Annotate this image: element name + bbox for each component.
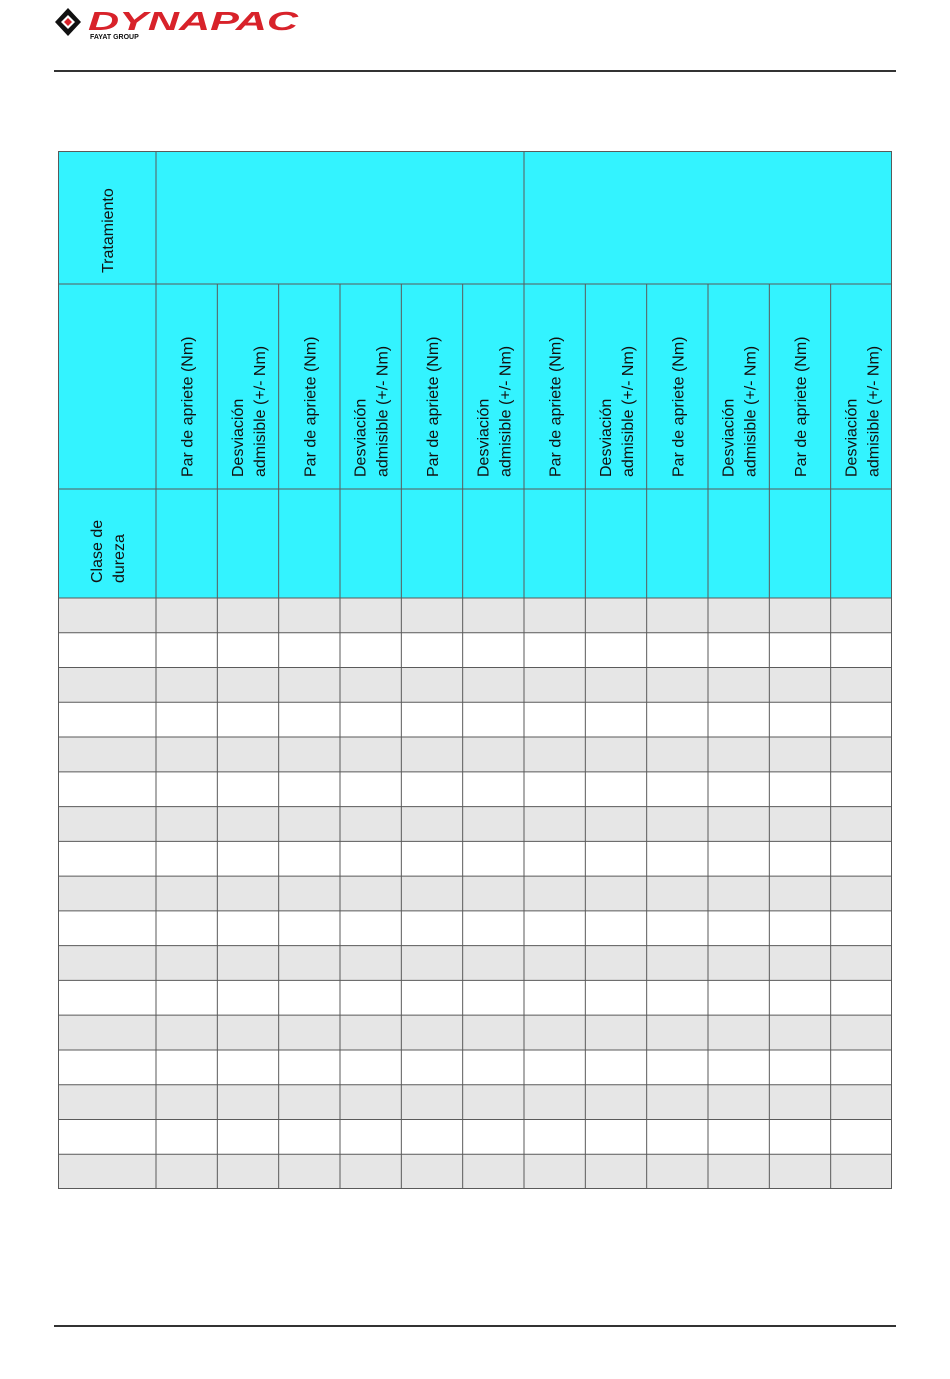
- table-row: [58, 980, 892, 1015]
- brand-tagline: FAYAT GROUP: [90, 34, 139, 41]
- table-row: [58, 598, 892, 633]
- column-header-deviation: Desviación: [598, 398, 615, 477]
- table-row: [58, 1015, 892, 1050]
- treatment-label: Tratamiento: [100, 188, 117, 273]
- table-row: [58, 668, 892, 703]
- dynapac-logo: [54, 6, 314, 42]
- column-header-deviation: admisible (+/- Nm): [742, 345, 760, 477]
- table-row: [58, 1050, 892, 1085]
- column-header-torque: Par de apriete (Nm): [425, 336, 442, 477]
- column-header-torque: Par de apriete (Nm): [179, 336, 197, 477]
- diamond-icon: [55, 8, 81, 36]
- table-row: [58, 911, 892, 946]
- torque-table: [58, 151, 892, 1189]
- table-row: [58, 841, 892, 876]
- table-row: [58, 1119, 892, 1154]
- column-header-torque: Par de apriete (Nm): [793, 336, 810, 477]
- column-header-deviation: admisible (+/- Nm): [374, 345, 392, 477]
- column-header-torque: Par de apriete (Nm): [670, 336, 688, 477]
- column-header-deviation: admisible (+/- Nm): [620, 345, 637, 477]
- table-row: [58, 737, 892, 772]
- footer-rule: [54, 1325, 896, 1327]
- table-row: [58, 1085, 892, 1120]
- column-header-deviation: Desviación: [843, 398, 861, 477]
- table-row: [58, 633, 892, 668]
- hardness-class-label: dureza: [111, 534, 128, 583]
- column-header-deviation: Desviación: [475, 398, 493, 477]
- column-header-deviation: Desviación: [230, 398, 247, 477]
- table-row: [58, 772, 892, 807]
- dynapac-logo-mark: [54, 6, 314, 42]
- table-row: [58, 946, 892, 981]
- brand-name: DYNAPAC: [88, 6, 301, 36]
- header-rule: [54, 70, 896, 72]
- column-header-deviation: admisible (+/- Nm): [497, 345, 515, 477]
- table-row: [58, 702, 892, 737]
- column-header-deviation: admisible (+/- Nm): [252, 345, 269, 477]
- torque-table-grid: [58, 151, 892, 1189]
- column-header-deviation: admisible (+/- Nm): [865, 345, 883, 477]
- table-row: [58, 807, 892, 842]
- hardness-class-label: Clase de: [89, 519, 106, 583]
- column-header-deviation: Desviación: [352, 398, 370, 477]
- table-row: [58, 876, 892, 911]
- column-header-deviation: Desviación: [720, 398, 738, 477]
- column-header-torque: Par de apriete (Nm): [302, 336, 320, 477]
- column-header-torque: Par de apriete (Nm): [547, 336, 565, 477]
- table-row: [58, 1154, 892, 1189]
